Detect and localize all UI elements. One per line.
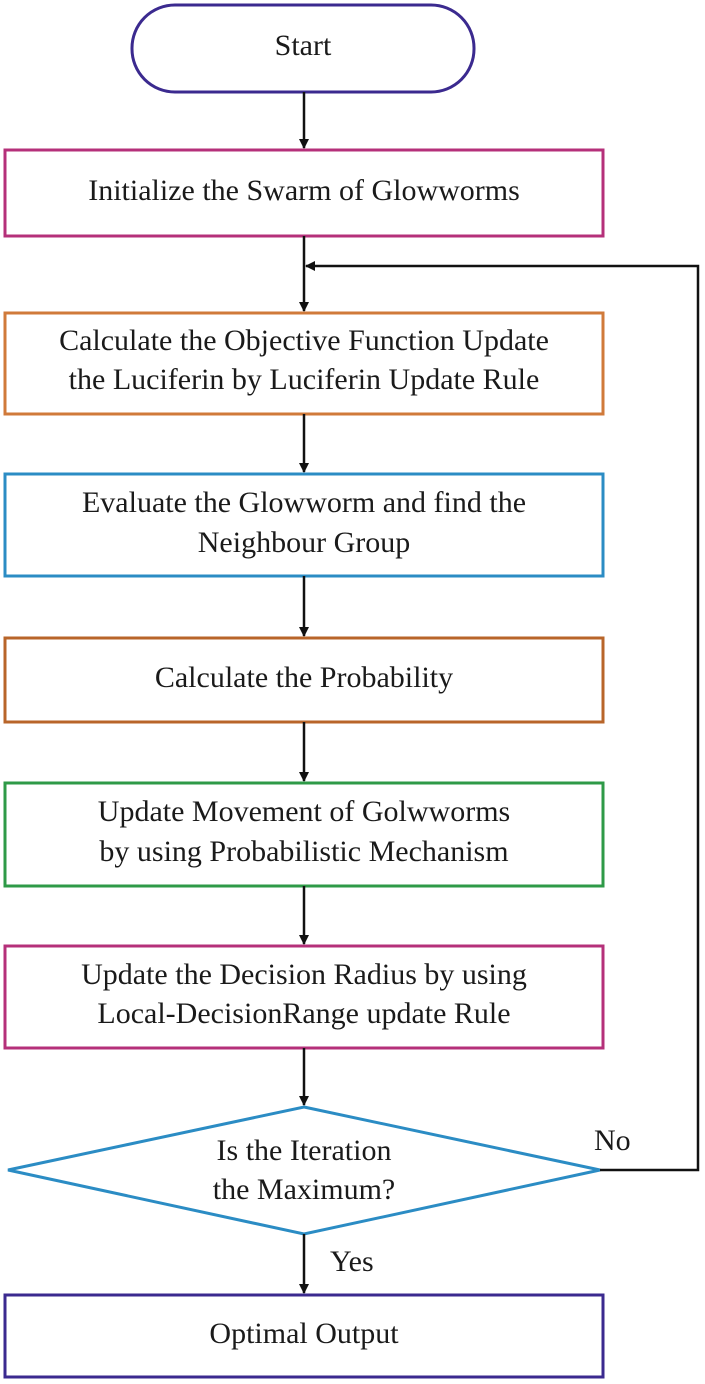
step-evaluate-glowworm-line-1: Evaluate the Glowworm and find the — [81, 485, 527, 519]
step-calculate-objective-line-2: the Luciferin by Luciferin Update Rule — [68, 362, 540, 396]
step-calculate-objective-line-1: Calculate the Objective Function Update — [59, 323, 549, 357]
step-update-decision-radius-line-2: Local-DecisionRange update Rule — [97, 996, 511, 1030]
start-label: Start — [274, 28, 332, 62]
decision-line-1: Is the Iteration — [216, 1133, 392, 1167]
decision-no-label: No — [594, 1123, 631, 1157]
step-update-movement-line-2: by using Probabilistic Mechanism — [99, 834, 509, 868]
end-optimal-output-line-1: Optimal Output — [209, 1316, 399, 1350]
step-calculate-probability-line-1: Calculate the Probability — [154, 660, 454, 694]
decision-yes-label: Yes — [330, 1244, 374, 1278]
step-update-decision-radius-line-1: Update the Decision Radius by using — [81, 957, 527, 991]
decision-diamond — [8, 1107, 600, 1234]
step-update-movement-line-1: Update Movement of Golwworms — [97, 794, 511, 828]
step-evaluate-glowworm-line-2: Neighbour Group — [197, 525, 411, 559]
decision-line-2: the Maximum? — [212, 1172, 396, 1206]
step-initialize-line-1: Initialize the Swarm of Glowworms — [88, 173, 520, 207]
